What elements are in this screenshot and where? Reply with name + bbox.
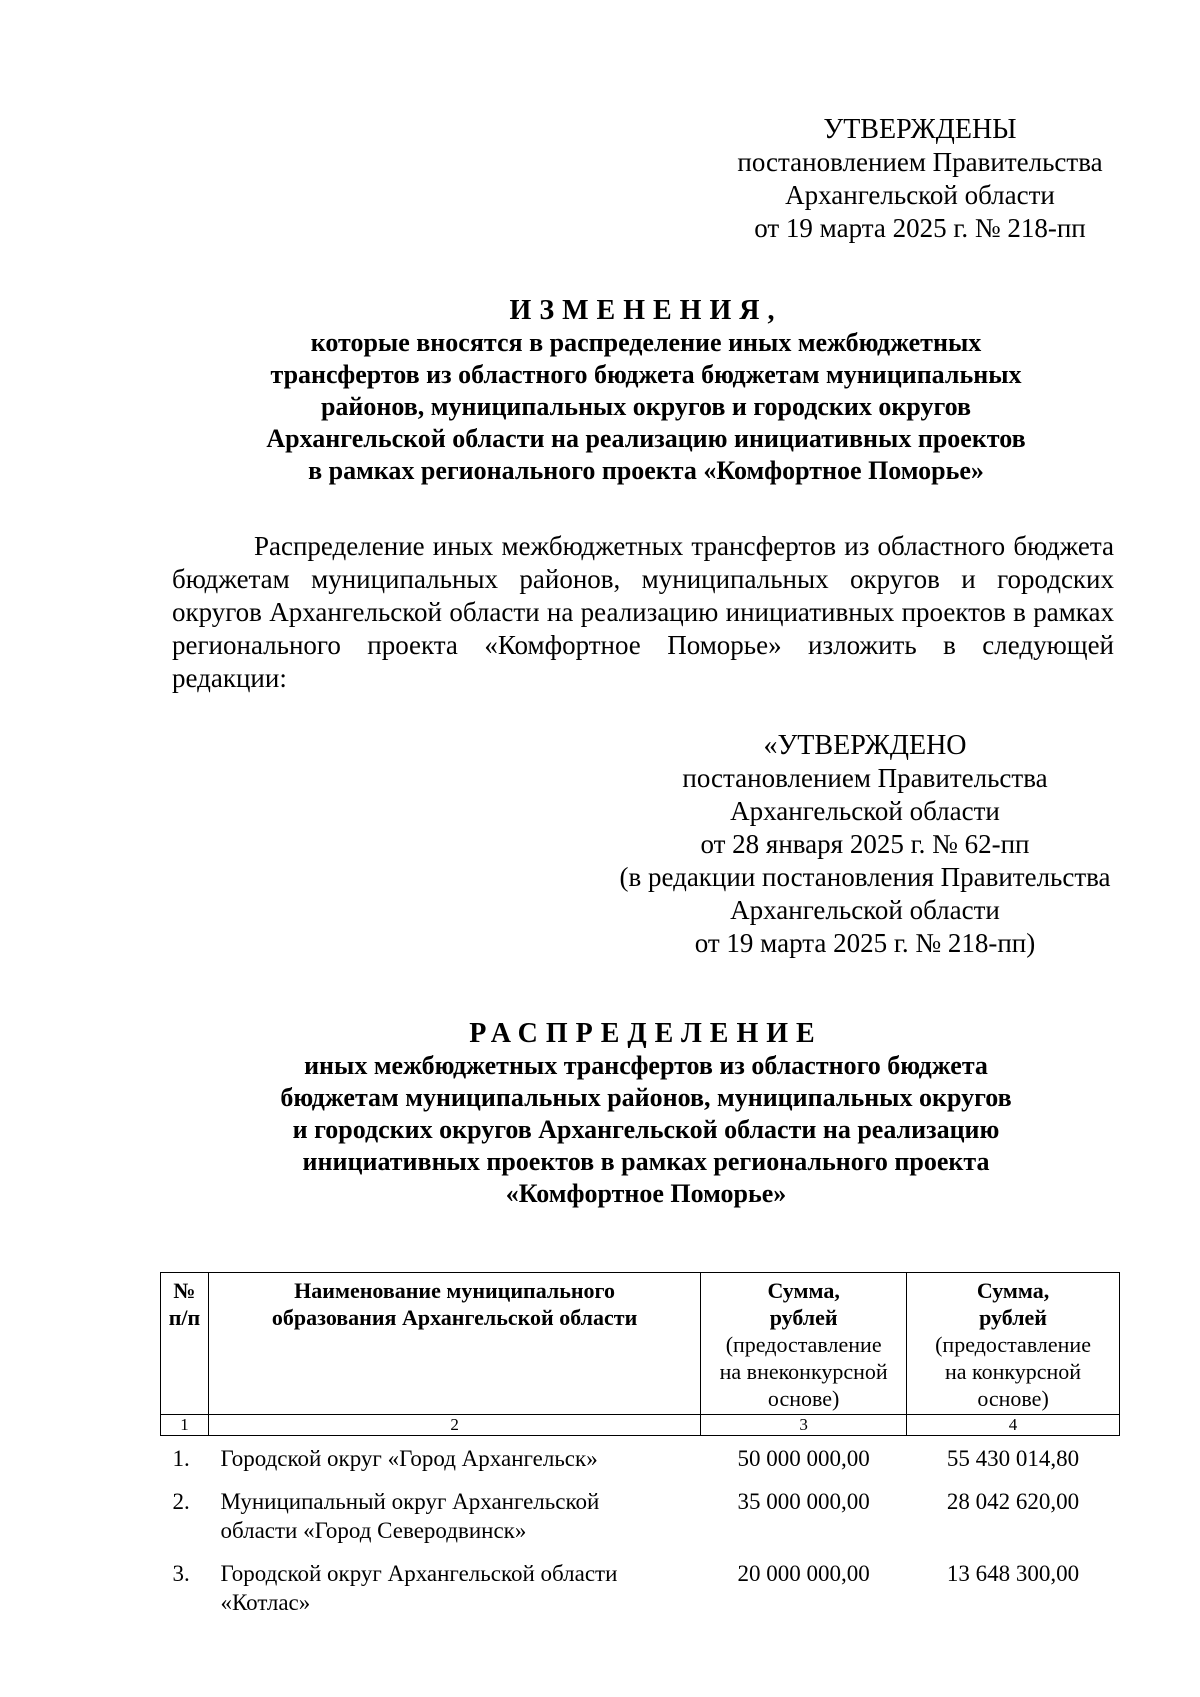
- header-number: № п/п: [161, 1273, 209, 1415]
- heading-line: инициативных проектов в рамках регионального проекта: [302, 1147, 990, 1176]
- intro-paragraph: Распределение иных межбюджетных трансфертов из областного бюджета бюджетам муниципальных районов, муниципальных округов и городских округов Архангельской области на реализацию инициативных проектов в рамках регионального проекта «Комфортное Поморье» изложить в следующей редакции:: [172, 531, 1114, 693]
- heading-line: иных межбюджетных трансфертов из областного бюджета: [304, 1051, 988, 1080]
- table-header-row: [161, 1273, 1120, 1415]
- heading-line: районов, муниципальных округов и городских округов: [320, 392, 972, 421]
- distribution-title: РАСПРЕДЕЛЕНИЕ: [469, 1018, 823, 1049]
- approval-title: «УТВЕРЖДЕНО: [763, 730, 967, 761]
- amount-noncompetitive: 20 000 000,00: [737, 1561, 870, 1586]
- heading-line: бюджетам муниципальных районов, муниципальных округов: [280, 1083, 1012, 1112]
- approval-date: от 19 марта 2025 г. № 218-пп): [694, 928, 1036, 958]
- approval-line: (в редакции постановления Правительства: [619, 862, 1111, 892]
- heading-line: трансфертов из областного бюджета бюджетам муниципальных: [270, 360, 1022, 389]
- column-number: 4: [907, 1415, 1120, 1436]
- approval-date: от 19 марта 2025 г. № 218-пп: [754, 213, 1086, 243]
- heading-line: которые вносятся в распределение иных межбюджетных: [310, 328, 982, 357]
- amount-noncompetitive: 50 000 000,00: [737, 1446, 870, 1471]
- approval-title: УТВЕРЖДЕНЫ: [823, 114, 1017, 145]
- approval-line: Архангельской области: [730, 895, 1000, 925]
- amount-noncompetitive: 35 000 000,00: [737, 1489, 870, 1514]
- column-number: 2: [208, 1415, 700, 1436]
- heading-line: в рамках регионального проекта «Комфортное Поморье»: [308, 456, 984, 485]
- municipality-name: Муниципальный округ Архангельской области «Город Северодвинск»: [220, 1489, 600, 1543]
- table-row: [161, 1436, 1120, 1480]
- approval-date: от 28 января 2025 г. № 62-пп: [700, 829, 1030, 859]
- approval-line: Архангельской области: [730, 796, 1000, 826]
- approval-block: [700, 113, 1140, 245]
- column-number: 3: [701, 1415, 907, 1436]
- table-row: [161, 1551, 1120, 1623]
- amount-competitive: 13 648 300,00: [946, 1561, 1080, 1586]
- municipality-name: Городской округ Архангельской области «Котлас»: [220, 1561, 618, 1615]
- municipality-name: Городской округ «Город Архангельск»: [220, 1446, 598, 1471]
- header-sum-competitive: Сумма, рублей (предоставление на конкурсной основе): [907, 1273, 1120, 1415]
- amount-competitive: 55 430 014,80: [946, 1446, 1080, 1471]
- column-number: 1: [161, 1415, 209, 1436]
- changes-title: ИЗМЕНЕНИЯ,: [509, 295, 783, 326]
- amount-competitive: 28 042 620,00: [946, 1489, 1080, 1514]
- header-sum-noncompetitive: Сумма, рублей (предоставление на внеконкурсной основе): [701, 1273, 907, 1415]
- heading-line: «Комфортное Поморье»: [505, 1179, 787, 1208]
- table-row: [161, 1479, 1120, 1551]
- approval-line: постановлением Правительства: [737, 147, 1103, 177]
- row-number: 2.: [172, 1489, 190, 1514]
- approval-line: Архангельской области: [785, 180, 1055, 210]
- header-municipality: Наименование муниципального образования Архангельской области: [208, 1273, 700, 1415]
- heading-line: Архангельской области на реализацию инициативных проектов: [266, 424, 1026, 453]
- distribution-heading: [180, 1018, 1112, 1210]
- changes-heading: [180, 295, 1112, 487]
- approval-line: постановлением Правительства: [682, 763, 1048, 793]
- approval-block-2: [595, 729, 1135, 960]
- column-numbers-row: [161, 1415, 1120, 1436]
- heading-line: и городских округов Архангельской области на реализацию: [292, 1115, 1000, 1144]
- distribution-table: [160, 1272, 1120, 1623]
- row-number: 1.: [172, 1446, 190, 1471]
- row-number: 3.: [172, 1561, 190, 1586]
